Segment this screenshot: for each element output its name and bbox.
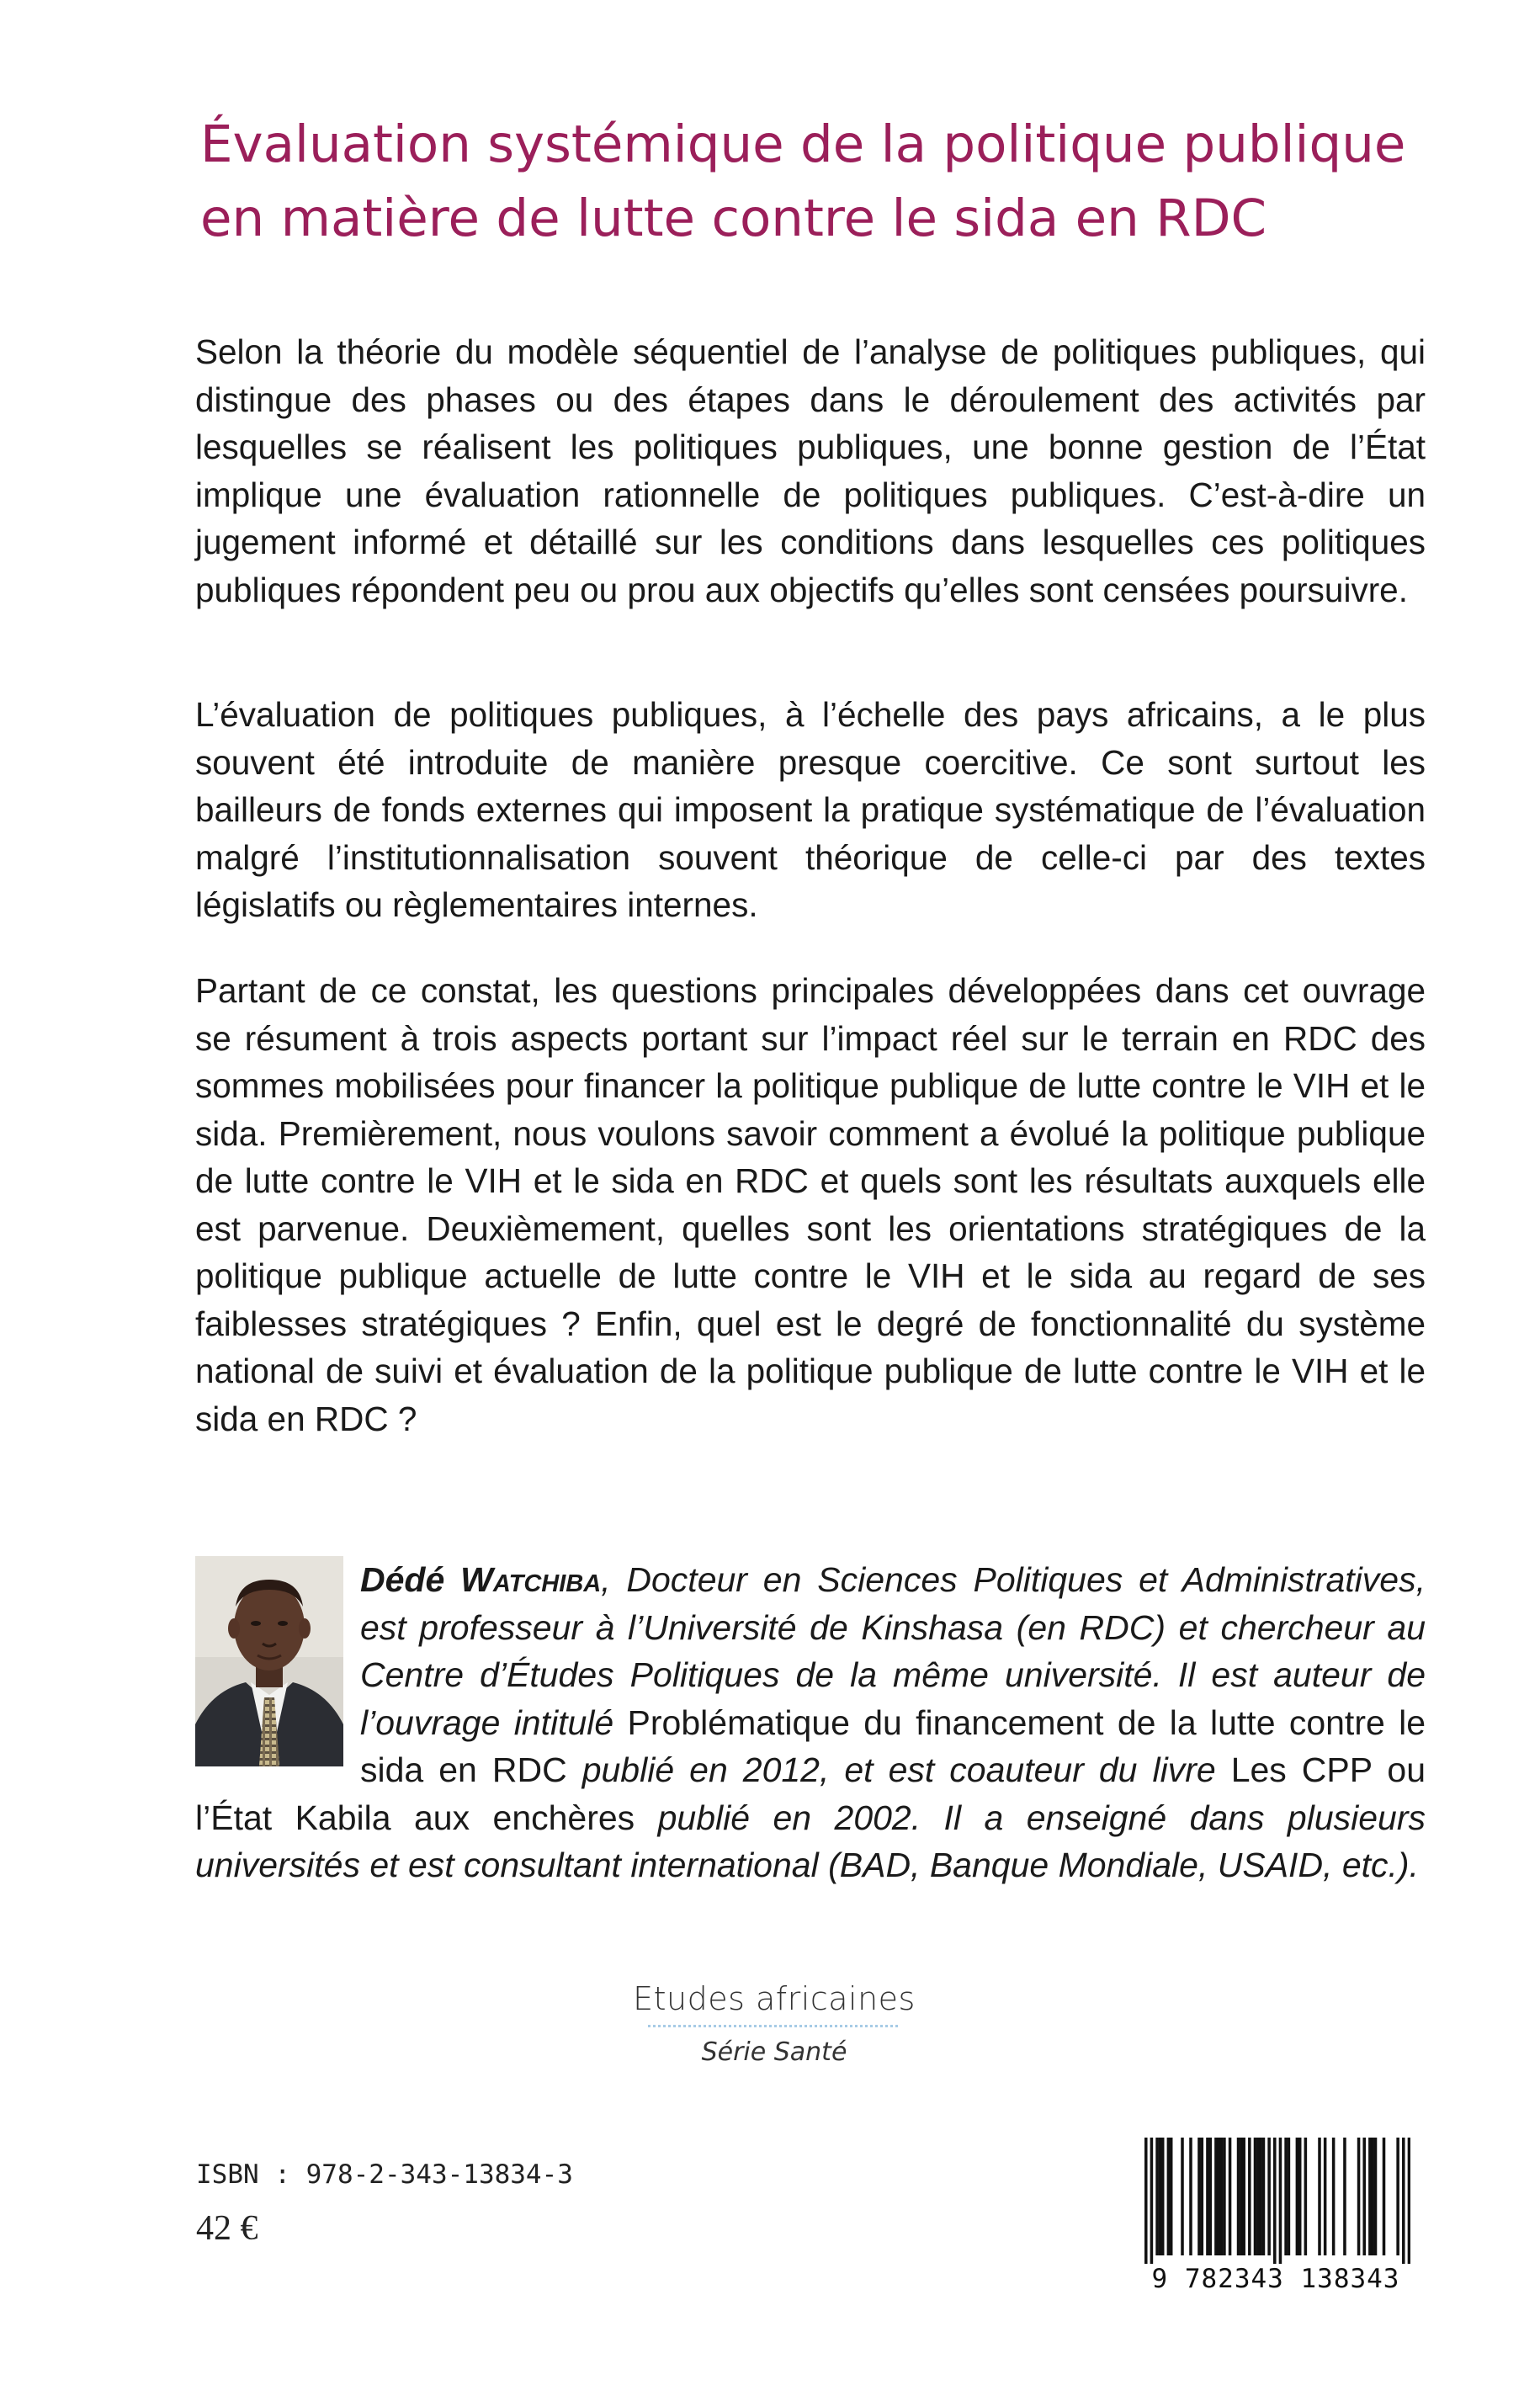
series-divider	[648, 2025, 900, 2027]
barcode-bar	[1144, 2138, 1148, 2264]
book-title-line-1: Évaluation systémique de la politique publique	[200, 114, 1406, 174]
barcode-bar	[1159, 2138, 1162, 2255]
barcode-bar	[1408, 2138, 1410, 2264]
author-book-title-2: Les CPP ou l’État Kabila aux enchères	[195, 1750, 1426, 1837]
barcode-bar	[1189, 2138, 1192, 2255]
series-subtitle: Série Santé	[701, 2037, 847, 2067]
author-photo	[195, 1556, 343, 1766]
barcode-bar	[1256, 2138, 1260, 2255]
barcode-bar	[1298, 2138, 1302, 2255]
barcode-bar	[1229, 2138, 1232, 2255]
barcode-bar	[1259, 2138, 1262, 2255]
barcode-bar	[1209, 2138, 1213, 2255]
barcode-bar	[1181, 2138, 1184, 2255]
blurb-paragraph-2: L’évaluation de politiques publiques, à l’échelle des pays africains, a le plus souvent été introduite de manière presque coercitive. Ce sont surtout les bailleurs de fonds externes qui imposent la pratique systématique de l’évaluation malgré l’institutionnalisation souvent théorique de celle-ci par des textes législatifs ou règlementaires internes.	[195, 695, 1426, 924]
series-block	[589, 1978, 959, 2069]
blurb-paragraph-3: Partant de ce constat, les questions principales développées dans cet ouvrage se résument à trois aspects portant sur l’impact réel sur le terrain en RDC des sommes mobilisées pour financer la politique publique de lutte contre le VIH et le sida. Premièrement, nous voulons savoir comment a évolué la politique publique de lutte contre le VIH et le sida en RDC et quels sont les résultats auxquels elle est parvenue. Deuxièmement, quelles sont les orientations stratégiques de la politique publique actuelle de lutte contre le VIH et le sida au regard de ses faiblesses stratégiques ? Enfin, quel est le degré de fonctionnalité du système national de suivi et évaluation de la politique publique de lutte contre le VIH et le sida en RDC ?	[195, 971, 1426, 1438]
book-title-line-2: en matière de lutte contre le sida en RDC	[200, 189, 1267, 248]
book-title	[200, 108, 1463, 256]
barcode-bar	[1402, 2138, 1405, 2264]
barcode-bar	[1223, 2138, 1226, 2255]
blurb-paragraph-1: Selon la théorie du modèle séquentiel de l’analyse de politiques publiques, qui distingue des phases ou des étapes dans le déroulement des activités par lesquelles se réalisent les politiques publiques, une bonne gestion de l’État implique une évaluation rationnelle de politiques publiques. C’est-à-dire un jugement informé et détaillé sur les conditions dans lesquelles ces politiques publiques répondent peu ou prou aux objectifs qu’elles sont censées poursuivre.	[195, 332, 1426, 609]
barcode-bar	[1201, 2138, 1204, 2255]
barcode-bar	[1343, 2138, 1346, 2255]
author-bio	[195, 1556, 1426, 1889]
barcode-digits: 9 782343 138343	[1151, 2264, 1400, 2294]
author-bio-text-1: , Docteur en Sciences Politiques et Administratives, est professeur à l’Université de Kinshasa (en RDC) et chercheur au Centre d’Études Politiques de la même université. Il est auteur de l’ouvrage intitulé	[360, 1560, 1426, 1742]
barcode-bar	[1279, 2138, 1282, 2264]
barcode-bars	[1144, 2138, 1410, 2264]
barcode-bar	[1214, 2138, 1218, 2255]
barcode-bar	[1296, 2138, 1299, 2255]
barcode-bar	[1288, 2138, 1291, 2255]
barcode-bar	[1206, 2138, 1209, 2255]
barcode-bar	[1217, 2138, 1220, 2255]
series-title: Etudes africaines	[633, 1980, 916, 2017]
barcode-bar	[1267, 2138, 1271, 2255]
barcode-bar	[1273, 2138, 1277, 2264]
barcode-bar	[1383, 2138, 1386, 2255]
barcode-bar	[1284, 2138, 1288, 2255]
author-bio-text-3: publié en 2002. Il a enseigné dans plusieurs universités et est consultant international (BAD, Banque Mondiale, USAID, etc.).	[195, 1798, 1426, 1884]
author-last-name: Watchiba	[460, 1560, 602, 1599]
barcode-bar	[1368, 2138, 1372, 2255]
barcode-bar	[1304, 2138, 1308, 2255]
barcode-bar	[1371, 2138, 1374, 2255]
barcode-bar	[1362, 2138, 1366, 2255]
barcode-bar	[1332, 2138, 1336, 2255]
price: 42 €	[196, 2209, 258, 2248]
barcode-bar	[1161, 2138, 1165, 2255]
barcode-bar	[1357, 2138, 1361, 2255]
barcode-bar	[1242, 2138, 1245, 2255]
barcode-bar	[1167, 2138, 1171, 2255]
barcode-bar	[1150, 2138, 1154, 2264]
barcode-bar	[1220, 2138, 1224, 2255]
barcode-bar	[1324, 2138, 1327, 2255]
barcode-bar	[1254, 2138, 1257, 2255]
barcode	[1133, 2138, 1419, 2294]
barcode-bar	[1170, 2138, 1173, 2255]
barcode-bar	[1262, 2138, 1266, 2255]
barcode-bar	[1237, 2138, 1240, 2255]
barcode-bar	[1155, 2138, 1159, 2255]
author-first-name: Dédé	[360, 1560, 445, 1599]
barcode-bar	[1197, 2138, 1201, 2255]
isbn: ISBN : 978-2-343-13834-3	[196, 2159, 573, 2190]
barcode-bar	[1248, 2138, 1251, 2255]
barcode-bar	[1318, 2138, 1321, 2255]
author-bio-text-2: publié en 2012, et est coauteur du livre	[566, 1750, 1231, 1789]
author-book-title-1: Problématique du financement de la lutte contre le sida en RDC	[360, 1702, 1426, 1789]
barcode-bar	[1396, 2138, 1399, 2255]
barcode-bar	[1240, 2138, 1243, 2255]
barcode-bar	[1374, 2138, 1378, 2255]
